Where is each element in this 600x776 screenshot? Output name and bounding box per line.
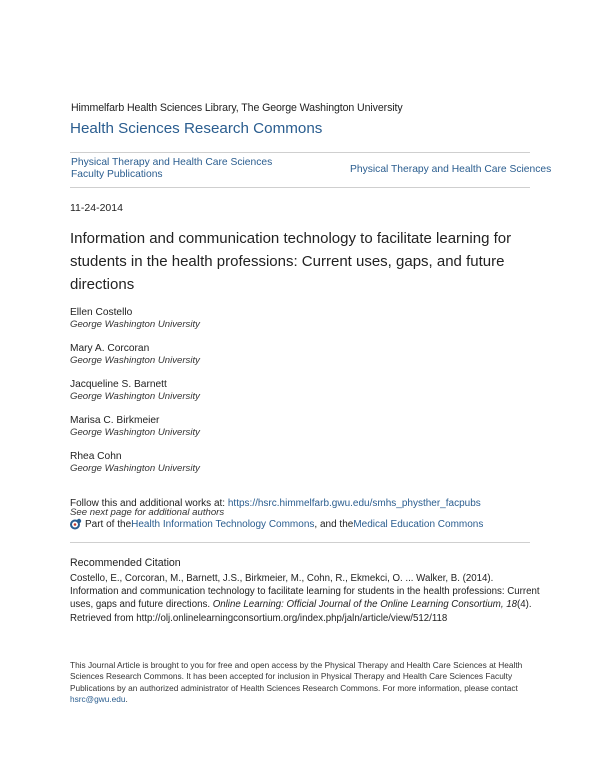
citation-part1: Costello, E., Corcoran, M., Barnett, J.S., Birkmeier, M., Cohn, R., Ekmekci, O. ... Walker, B. (2014). Information and communication technology to facilitate learning for students in the health professions: Current uses, gaps and future directions. (70, 573, 540, 611)
collection-link-department[interactable]: Physical Therapy and Health Care Sciences (350, 164, 552, 175)
author-affiliation: George Washington University (70, 463, 200, 474)
part-of-prefix: Part of the (85, 518, 132, 530)
author-affiliation: George Washington University (70, 355, 200, 366)
publication-date: 11-24-2014 (70, 202, 123, 214)
author-entry (70, 378, 200, 403)
notice-text: This Journal Article is brought to you for free and open access by the Physical Therapy and Health Care Sciences at Health Sciences Research Commons. It has been accepted for inclusion in Physical Therapy and Health Care Sciences Faculty Publications by an authorized administrator of Health Sciences Research Commons. For more information, please contact (70, 660, 523, 693)
health-info-tech-commons-link[interactable]: Health Information Technology Commons (131, 518, 315, 530)
part-of-line (70, 518, 483, 530)
follow-url-link[interactable]: https://hsrc.himmelfarb.gwu.edu/smhs_physther_facpubs (227, 498, 481, 509)
follow-prefix: Follow this and additional works at: (70, 498, 228, 509)
author-affiliation: George Washington University (70, 427, 200, 438)
notice-end: . (125, 694, 128, 705)
library-name: Himmelfarb Health Sciences Library, The George Washington University (71, 102, 403, 114)
author-affiliation: George Washington University (70, 319, 200, 330)
repository-link[interactable]: Health Sciences Research Commons (70, 120, 323, 137)
divider (70, 187, 530, 188)
divider (70, 152, 530, 153)
author-entry (70, 414, 200, 439)
collection-link-faculty-publications[interactable]: Physical Therapy and Health Care Sciences Faculty Publications (71, 157, 273, 180)
author-affiliation: George Washington University (70, 391, 200, 402)
access-notice (70, 660, 540, 706)
see-next-page-note: See next page for additional authors (70, 507, 225, 518)
author-list (70, 306, 200, 486)
author-entry (70, 342, 200, 367)
author-entry (70, 306, 200, 331)
citation-part2: (4). Retrieved from http://olj.onlinelearningconsortium.org/index.php/jaln/article/view/512/118 (70, 599, 532, 624)
author-name: Jacqueline S. Barnett (70, 379, 167, 390)
citation-journal: Online Learning: Official Journal of the Online Learning Consortium, 18 (212, 599, 517, 611)
network-commons-icon (70, 518, 82, 530)
part-of-middle: , and the (314, 518, 354, 530)
author-name: Rhea Cohn (70, 451, 122, 462)
author-name: Ellen Costello (70, 307, 133, 318)
author-name: Mary A. Corcoran (70, 343, 150, 354)
article-title: Information and communication technology to facilitate learning for students in the health professions: Current uses, gaps, and future directions (70, 230, 512, 293)
divider (70, 542, 530, 543)
author-name: Marisa C. Birkmeier (70, 415, 160, 426)
citation-text (70, 572, 540, 625)
citation-heading: Recommended Citation (70, 557, 181, 569)
medical-education-commons-link[interactable]: Medical Education Commons (353, 518, 484, 530)
contact-email-link[interactable]: hsrc@gwu.edu (70, 694, 126, 705)
author-entry (70, 450, 200, 475)
